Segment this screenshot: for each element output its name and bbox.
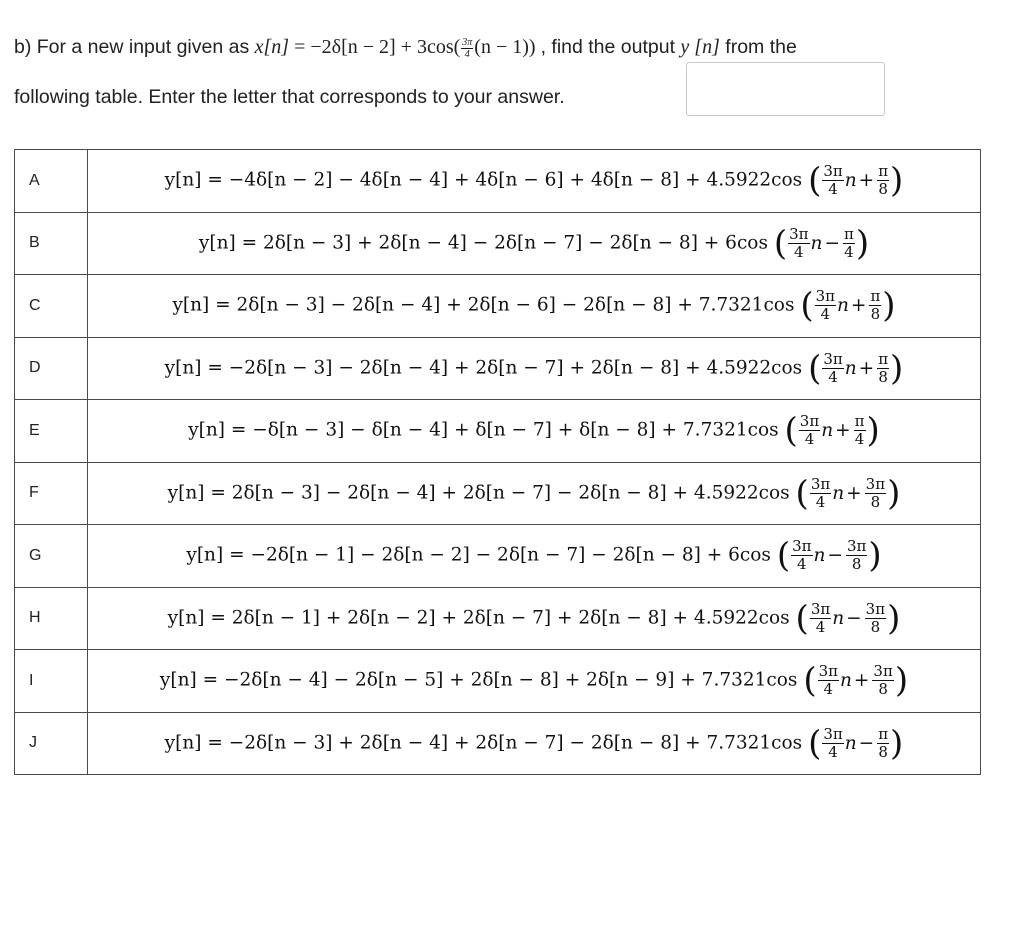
frequency-fraction: $\frac{3\pi}{4}$: [792, 537, 812, 574]
input-lhs: x[n]: [254, 36, 290, 58]
frequency-fraction: $\frac{3\pi}{4}$: [823, 349, 843, 386]
output-symbol: y [n]: [680, 36, 720, 58]
variable-n: n: [832, 607, 845, 629]
option-formula: [88, 150, 981, 213]
input-freq-fraction: $\frac{3\pi}{4}$: [462, 36, 473, 60]
left-paren: (: [776, 535, 791, 576]
phase-fraction: $\frac{\pi}{4}$: [854, 412, 865, 449]
phase-fraction: $\frac{\pi}{8}$: [878, 162, 889, 199]
option-letter: I: [15, 650, 88, 713]
phase-fraction: $\frac{3\pi}{8}$: [865, 474, 886, 511]
input-signal-equation: [255, 36, 541, 58]
input-tail: (n − 1)): [474, 36, 536, 58]
option-letter: C: [15, 275, 88, 338]
option-row: [15, 150, 981, 213]
right-paren: ): [887, 473, 901, 514]
phase-fraction: $\frac{3\pi}{8}$: [865, 599, 886, 636]
option-formula: [88, 587, 981, 650]
variable-n: n: [837, 295, 849, 317]
option-row: [15, 462, 981, 525]
left-paren: (: [795, 473, 809, 514]
option-row: [15, 212, 981, 275]
option-letter: E: [15, 400, 88, 463]
left-paren: (: [784, 410, 798, 451]
left-paren: (: [808, 160, 822, 201]
option-formula: [88, 712, 981, 775]
frequency-fraction: $\frac{3\pi}{4}$: [810, 474, 831, 511]
option-formula: [88, 462, 981, 525]
formula-prefix: y[n] = −2δ[n − 1] − 2δ[n − 2] − 2δ[n − 7] − 2δ[n − 8] + 6cos: [186, 544, 771, 566]
left-paren: (: [773, 223, 788, 264]
phase-sign: +: [858, 170, 875, 192]
phase-sign: −: [827, 545, 843, 567]
cos-argument: [809, 601, 887, 636]
option-formula: [88, 400, 981, 463]
right-paren: ): [882, 285, 896, 326]
input-rhs: = −2δ[n − 2] + 3cos(: [294, 36, 461, 58]
formula-prefix: y[n] = −δ[n − 3] − δ[n − 4] + δ[n − 7] + δ[n − 8] + 7.7321cos: [188, 419, 779, 441]
variable-n: n: [821, 420, 834, 442]
phase-fraction: $\frac{\pi}{8}$: [870, 287, 881, 324]
answer-input[interactable]: [686, 62, 885, 116]
option-row: [15, 650, 981, 713]
frequency-fraction: $\frac{3\pi}{4}$: [789, 224, 809, 261]
variable-n: n: [844, 357, 857, 379]
formula-prefix: y[n] = 2δ[n − 3] + 2δ[n − 4] − 2δ[n − 7] − 2δ[n − 8] + 6cos: [198, 232, 768, 254]
option-letter: D: [15, 337, 88, 400]
phase-sign: +: [835, 420, 851, 442]
option-letter: J: [15, 712, 88, 775]
frequency-fraction: $\frac{3\pi}{4}$: [810, 599, 831, 636]
cos-argument: [790, 538, 868, 573]
cos-argument: [821, 163, 890, 198]
cos-argument: [821, 726, 890, 761]
formula-prefix: y[n] = 2δ[n − 3] − 2δ[n − 4] + 2δ[n − 7] − 2δ[n − 8] + 4.5922cos: [167, 482, 790, 504]
frequency-fraction: $\frac{3\pi}{4}$: [818, 662, 838, 699]
phase-sign: +: [846, 482, 862, 504]
cos-argument: [817, 663, 895, 698]
prompt-line-2: following table. Enter the letter that corresponds to your answer.: [14, 86, 565, 108]
phase-sign: −: [846, 607, 862, 629]
right-paren: ): [890, 160, 904, 201]
prompt-find-text: , find the output: [540, 36, 675, 58]
frequency-fraction: $\frac{3\pi}{4}$: [823, 162, 843, 199]
option-formula: [88, 275, 981, 338]
option-letter: A: [15, 150, 88, 213]
option-letter: H: [15, 587, 88, 650]
cos-argument: [821, 351, 890, 386]
option-letter: F: [15, 462, 88, 525]
variable-n: n: [844, 170, 857, 192]
formula-prefix: y[n] = −4δ[n − 2] − 4δ[n − 4] + 4δ[n − 6] + 4δ[n − 8] + 4.5922cos: [164, 169, 803, 191]
left-paren: (: [808, 348, 822, 389]
option-formula: [88, 212, 981, 275]
cos-argument: [809, 476, 887, 511]
option-row: [15, 525, 981, 588]
options-table: [14, 149, 981, 775]
cos-argument: [814, 288, 883, 323]
formula-prefix: y[n] = 2δ[n − 3] − 2δ[n − 4] + 2δ[n − 6] − 2δ[n − 8] + 7.7321cos: [172, 294, 795, 316]
phase-fraction: $\frac{\pi}{4}$: [843, 224, 854, 261]
option-row: [15, 400, 981, 463]
right-paren: ): [868, 535, 882, 576]
variable-n: n: [844, 732, 857, 754]
phase-sign: −: [824, 232, 840, 254]
phase-sign: +: [858, 357, 875, 379]
right-paren: ): [894, 660, 909, 701]
phase-sign: −: [858, 732, 875, 754]
variable-n: n: [832, 482, 845, 504]
frequency-fraction: $\frac{3\pi}{4}$: [799, 412, 820, 449]
right-paren: ): [866, 410, 880, 451]
option-row: [15, 587, 981, 650]
phase-fraction: $\frac{3\pi}{8}$: [873, 662, 893, 699]
frequency-fraction: $\frac{3\pi}{4}$: [815, 287, 835, 324]
option-row: [15, 712, 981, 775]
prompt-part-label: b) For a new input given as: [14, 36, 250, 58]
prompt-line-end: from the: [725, 36, 797, 58]
variable-n: n: [839, 670, 852, 692]
option-letter: B: [15, 212, 88, 275]
formula-prefix: y[n] = −2δ[n − 3] + 2δ[n − 4] + 2δ[n − 7] − 2δ[n − 8] + 7.7321cos: [164, 732, 803, 754]
right-paren: ): [890, 723, 904, 764]
cos-argument: [787, 226, 856, 261]
option-formula: [88, 525, 981, 588]
phase-sign: +: [853, 670, 870, 692]
left-paren: (: [803, 660, 817, 701]
variable-n: n: [813, 545, 826, 567]
frequency-fraction: $\frac{3\pi}{4}$: [823, 724, 843, 761]
option-letter: G: [15, 525, 88, 588]
option-formula: [88, 650, 981, 713]
formula-prefix: y[n] = −2δ[n − 4] − 2δ[n − 5] + 2δ[n − 8] + 2δ[n − 9] + 7.7321cos: [159, 669, 798, 691]
option-row: [15, 275, 981, 338]
left-paren: (: [808, 723, 822, 764]
formula-prefix: y[n] = −2δ[n − 3] − 2δ[n − 4] + 2δ[n − 7] + 2δ[n − 8] + 4.5922cos: [164, 357, 803, 379]
left-paren: (: [800, 285, 814, 326]
right-paren: ): [855, 223, 870, 264]
right-paren: ): [887, 598, 901, 639]
right-paren: ): [890, 348, 904, 389]
phase-fraction: $\frac{\pi}{8}$: [878, 724, 889, 761]
option-row: [15, 337, 981, 400]
phase-fraction: $\frac{\pi}{8}$: [878, 349, 889, 386]
option-formula: [88, 337, 981, 400]
variable-n: n: [810, 232, 823, 254]
phase-fraction: $\frac{3\pi}{8}$: [846, 537, 867, 574]
left-paren: (: [795, 598, 809, 639]
cos-argument: [798, 413, 867, 448]
formula-prefix: y[n] = 2δ[n − 1] + 2δ[n − 2] + 2δ[n − 7] + 2δ[n − 8] + 4.5922cos: [167, 607, 790, 629]
phase-sign: +: [850, 295, 867, 317]
